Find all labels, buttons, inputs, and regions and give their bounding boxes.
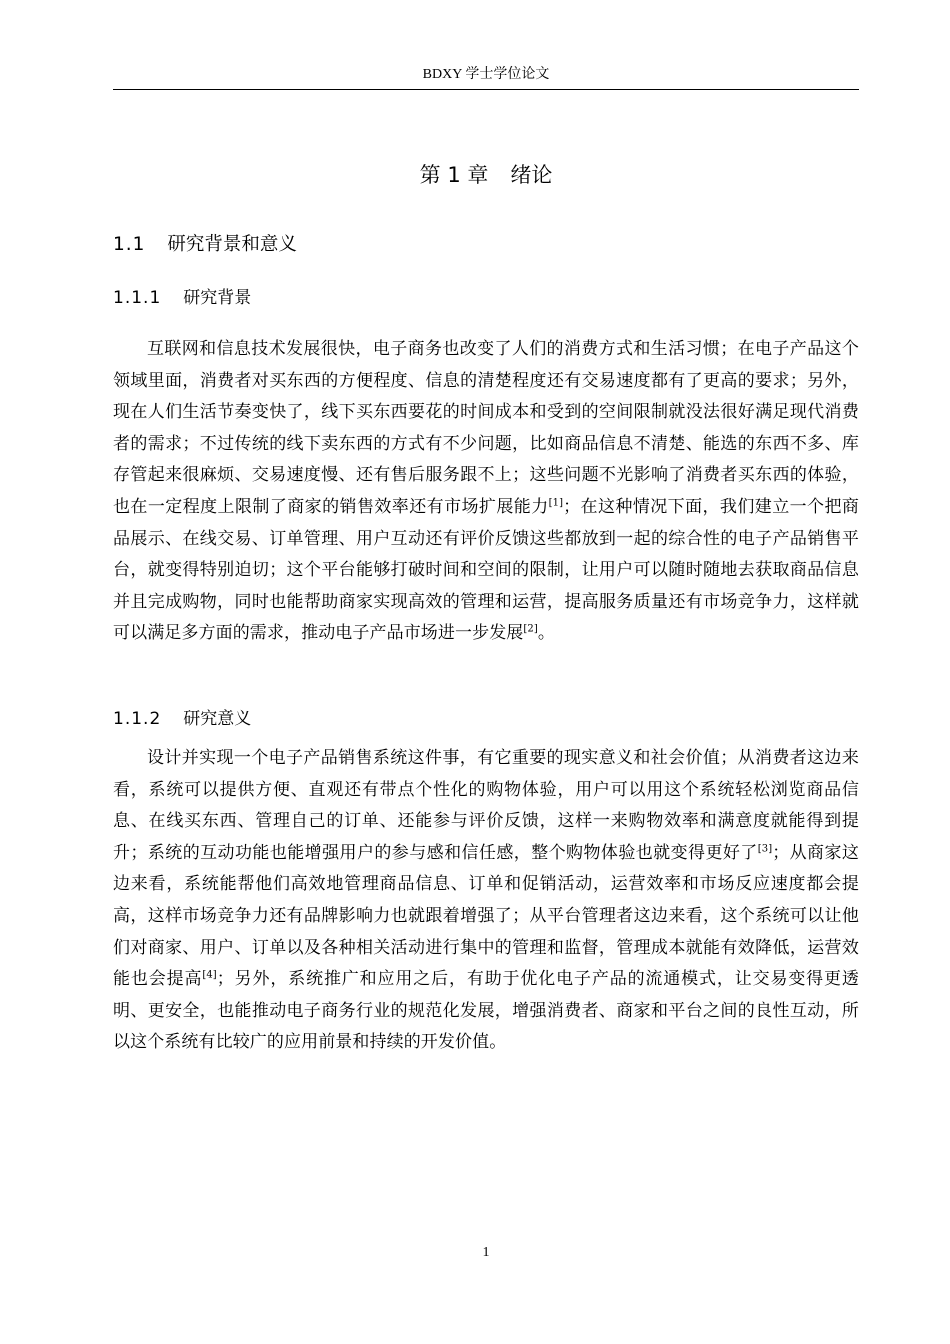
section-heading-1-1 <box>113 232 297 258</box>
running-header: BDXY 学士学位论文 <box>422 67 550 82</box>
paragraph-text: 设计并实现一个电子产品销售系统这件事，有它重要的现实意义和社会价值；从消费者这边来看，系统可以提供方便、直观还有带点个性化的购物体验，用户可以用这个系统轻松浏览商品信息、在线买东西、管理自己的订单、还能参与评价反馈，这样一来购物效率和满意度就能得到提升；系统的互动功能也能增强用户的参与感和信任感，整个购物体验也就变得更好了 <box>113 748 859 863</box>
section-heading-1-1-1 <box>113 286 251 310</box>
paragraph-text: ；从商家这边来看，系统能帮他们高效地管理商品信息、订单和促销活动，运营效率和市场反应速度都会提高，这样市场竞争力还有品牌影响力也就跟着增强了；从平台管理者这边来看，这个系统可以让他们对商家、用户、订单以及各种相关活动进行集中的管理和监督，管理成本就能有效降低，运营效能也会提高 <box>113 842 860 990</box>
page-number: 1 <box>482 1245 490 1260</box>
paragraph-research-significance <box>113 743 859 1059</box>
header-rule <box>113 89 859 90</box>
paragraph-research-background <box>113 334 859 650</box>
paragraph-text: 互联网和信息技术发展很快，电子商务也改变了人们的消费方式和生活习惯；在电子产品这个领域里面，消费者对买东西的方便程度、信息的清楚程度还有交易速度都有了更高的要求；另外，现在人们生活节奏变快了，线下买东西要花的时间成本和受到的空间限制就没法很好满足现代消费者的需求；不过传统的线下卖东西的方式有不少问题，比如商品信息不清楚、能选的东西不多、库存管起来很麻烦、交易速度慢、还有售后服务跟不上；这些问题不光影响了消费者买东西的体验，也在一定程度上限制了商家的销售效率还有市场扩展能力 <box>113 339 859 517</box>
section-number: 1.1.2 <box>113 709 162 729</box>
chapter-number: 第 1 章 <box>419 163 489 187</box>
citation-ref[interactable]: [3] <box>757 843 773 855</box>
paragraph-text: ；在这种情况下面，我们建立一个把商品展示、在线交易、订单管理、用户互动还有评价反馈这些都放到一起的综合性的电子产品销售平台，就变得特别迫切；这个平台能够打破时间和空间的限制，让用户可以随时随地去获取商品信息并且完成购物，同时也能帮助商家实现高效的管理和运营，提高服务质量还有市场竞争力，这样就可以满足多方面的需求，推动电子产品市场进一步发展 <box>113 496 860 644</box>
section-number: 1.1.1 <box>113 288 162 308</box>
chapter-title <box>113 160 859 190</box>
citation-ref[interactable]: [4] <box>202 969 217 981</box>
section-title: 研究意义 <box>183 709 252 729</box>
section-number: 1.1 <box>113 234 146 255</box>
section-heading-1-1-2 <box>113 707 251 731</box>
chapter-name: 绪论 <box>510 163 553 187</box>
section-title: 研究背景 <box>183 288 252 308</box>
section-title: 研究背景和意义 <box>167 234 297 255</box>
paragraph-text: 。 <box>537 623 555 644</box>
citation-ref[interactable]: [2] <box>523 623 538 635</box>
citation-ref[interactable]: [1] <box>548 497 564 509</box>
paragraph-text: ；另外，系统推广和应用之后，有助于优化电子产品的流通模式，让交易变得更透明、更安全，也能推动电子商务行业的规范化发展，增强消费者、商家和平台之间的良性互动，所以这个系统有比较广的应用前景和持续的开发价值。 <box>113 969 859 1053</box>
